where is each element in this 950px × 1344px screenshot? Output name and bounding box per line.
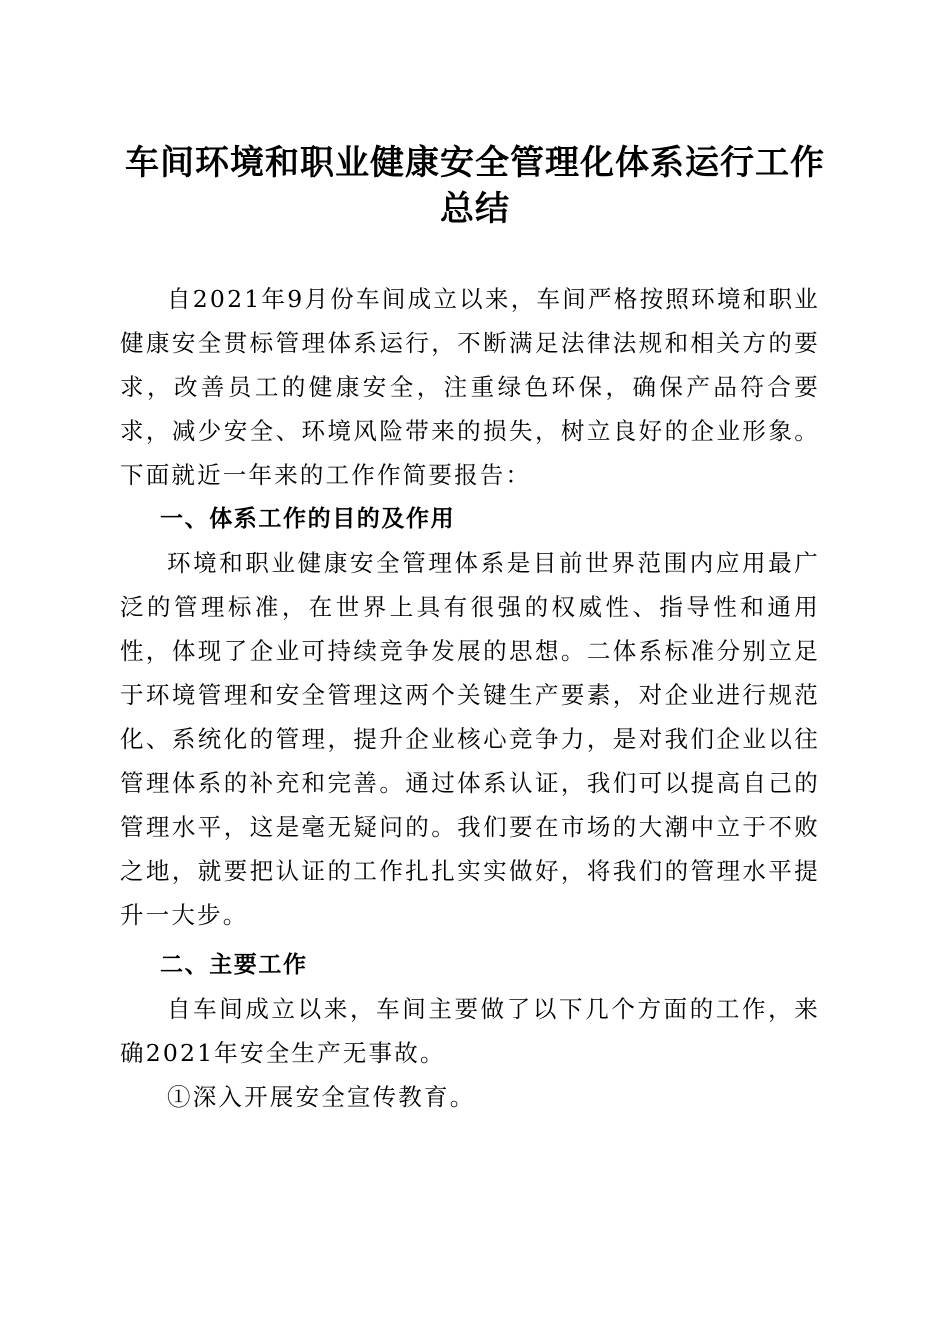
section-2-heading: 二、主要工作	[160, 952, 308, 978]
section-2-paragraph: 自车间成立以来，车间主要做了以下几个方面的工作，来确2021年安全生产无事故。	[120, 995, 820, 1067]
title-line-2: 总结	[440, 189, 510, 229]
section-1-heading: 一、体系工作的目的及作用	[160, 506, 456, 532]
list-item-1: ①深入开展安全宣传教育。	[167, 1083, 476, 1111]
section-1-paragraph: 环境和职业健康安全管理体系是目前世界范围内应用最广泛的管理标准，在世界上具有很强的权威性、指导性和通用性，体现了企业可持续竞争发展的思想。二体系标准分别立足于环境管理和安全管理这两个关键生产要素，对企业进行规范化、系统化的管理，提升企业核心竞争力，是对我们企业以往管理体系的补充和完善。通过体系认证，我们可以提高自己的管理水平，这是毫无疑问的。我们要在市场的大潮中立于不败之地，就要把认证的工作扎扎实实做好，将我们的管理水平提升一大步。	[120, 549, 820, 929]
document-body	[120, 277, 820, 1119]
title-line-1: 车间环境和职业健康安全管理化体系运行工作	[125, 143, 825, 183]
intro-paragraph: 自2021年9月份车间成立以来，车间严格按照环境和职业健康安全贯标管理体系运行，不断满足法律法规和相关方的要求，改善员工的健康安全，注重绿色环保，确保产品符合要求，减少安全、环境风险带来的损失，树立良好的企业形象。下面就近一年来的工作作简要报告：	[120, 285, 820, 489]
document-title	[110, 140, 840, 232]
